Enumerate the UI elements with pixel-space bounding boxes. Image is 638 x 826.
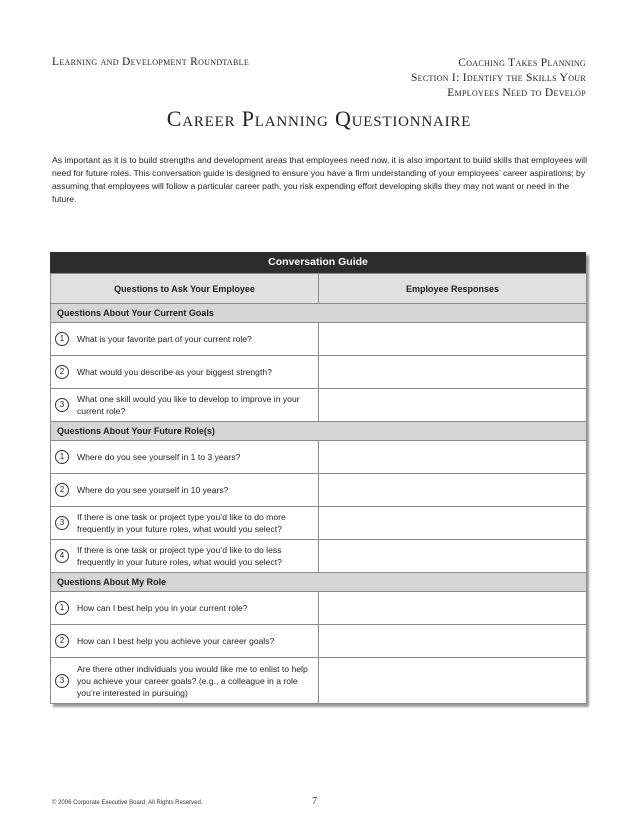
table-row	[51, 323, 587, 356]
column-header-questions: Questions to Ask Your Employee	[51, 274, 319, 304]
section-row	[51, 573, 587, 592]
table-row	[51, 540, 587, 573]
question-text: How can I best help you in your current role?	[77, 603, 248, 613]
question-cell	[51, 507, 319, 540]
question-cell	[51, 625, 319, 658]
table-row	[51, 658, 587, 704]
section-heading-future-roles: Questions About Your Future Role(s)	[51, 422, 587, 441]
question-cell	[51, 592, 319, 625]
question-text: If there is one task or project type you’d like to do less frequently in your future roles, what would you select?	[77, 545, 282, 567]
number-badge: 3	[55, 398, 69, 412]
page-title: Career Planning Questionnaire	[166, 106, 472, 131]
response-cell[interactable]	[319, 592, 587, 625]
question-cell	[51, 323, 319, 356]
table-row	[51, 441, 587, 474]
question-text: What one skill would you like to develop to improve in your current role?	[77, 394, 300, 416]
question-cell	[51, 540, 319, 573]
section-heading-my-role: Questions About My Role	[51, 573, 587, 592]
question-text: What would you describe as your biggest strength?	[77, 367, 272, 377]
response-cell[interactable]	[319, 474, 587, 507]
number-badge: 2	[55, 365, 69, 379]
number-badge: 2	[55, 634, 69, 648]
response-cell[interactable]	[319, 540, 587, 573]
table-row	[51, 474, 587, 507]
response-cell[interactable]	[319, 389, 587, 422]
question-cell	[51, 356, 319, 389]
question-cell	[51, 658, 319, 704]
conversation-guide	[50, 252, 586, 704]
section-row	[51, 422, 587, 441]
table-row	[51, 356, 587, 389]
question-text: How can I best help you achieve your career goals?	[77, 636, 275, 646]
header-left: Learning and Development Roundtable	[52, 56, 250, 68]
column-header-row	[51, 274, 587, 304]
number-badge: 1	[55, 601, 69, 615]
number-badge: 3	[55, 516, 69, 530]
question-text: Are there other individuals you would like me to enlist to help you achieve your career goals? (e.g., a colleague in a role you’re interested in pursuing)	[77, 663, 308, 698]
table-row	[51, 507, 587, 540]
response-cell[interactable]	[319, 356, 587, 389]
response-cell[interactable]	[319, 625, 587, 658]
question-cell	[51, 441, 319, 474]
number-badge: 1	[55, 450, 69, 464]
question-text: What is your favorite part of your current role?	[77, 334, 252, 344]
response-cell[interactable]	[319, 441, 587, 474]
response-cell[interactable]	[319, 658, 587, 704]
question-text: If there is one task or project type you’d like to do more frequently in your future roles, what would you select?	[77, 512, 286, 534]
page-number: 7	[312, 796, 317, 807]
column-header-responses: Employee Responses	[319, 274, 587, 304]
number-badge: 4	[55, 549, 69, 563]
response-cell[interactable]	[319, 323, 587, 356]
header-right	[411, 56, 586, 101]
header-right-line-1: Coaching Takes Planning	[458, 57, 586, 69]
question-text: Where do you see yourself in 10 years?	[77, 485, 229, 495]
table-row	[51, 592, 587, 625]
guide-table	[50, 273, 587, 704]
header-right-line-3: Employees Need to Develop	[447, 87, 586, 99]
response-cell[interactable]	[319, 507, 587, 540]
footer-copyright: © 2006 Corporate Executive Board. All Rights Reserved.	[52, 800, 203, 806]
question-cell	[51, 474, 319, 507]
table-row	[51, 625, 587, 658]
number-badge: 1	[55, 332, 69, 346]
section-heading-current-goals: Questions About Your Current Goals	[51, 304, 587, 323]
question-text: Where do you see yourself in 1 to 3 years?	[77, 452, 241, 462]
intro-paragraph: As important as it is to build strengths and development areas that employees need now, it is also important to build skills that employees will need for future roles. This conversation guide is designed to ensure you have a firm understanding of your employees’ career aspirations; by assuming that employees will follow a particular career path, you risk expending effort developing skills they may not want or need in the future.	[52, 155, 587, 204]
section-row	[51, 304, 587, 323]
guide-title: Conversation Guide	[50, 252, 586, 273]
question-cell	[51, 389, 319, 422]
table-row	[51, 389, 587, 422]
header-right-line-2: Section I: Identify the Skills Your	[410, 72, 586, 84]
number-badge: 3	[55, 674, 69, 688]
number-badge: 2	[55, 483, 69, 497]
